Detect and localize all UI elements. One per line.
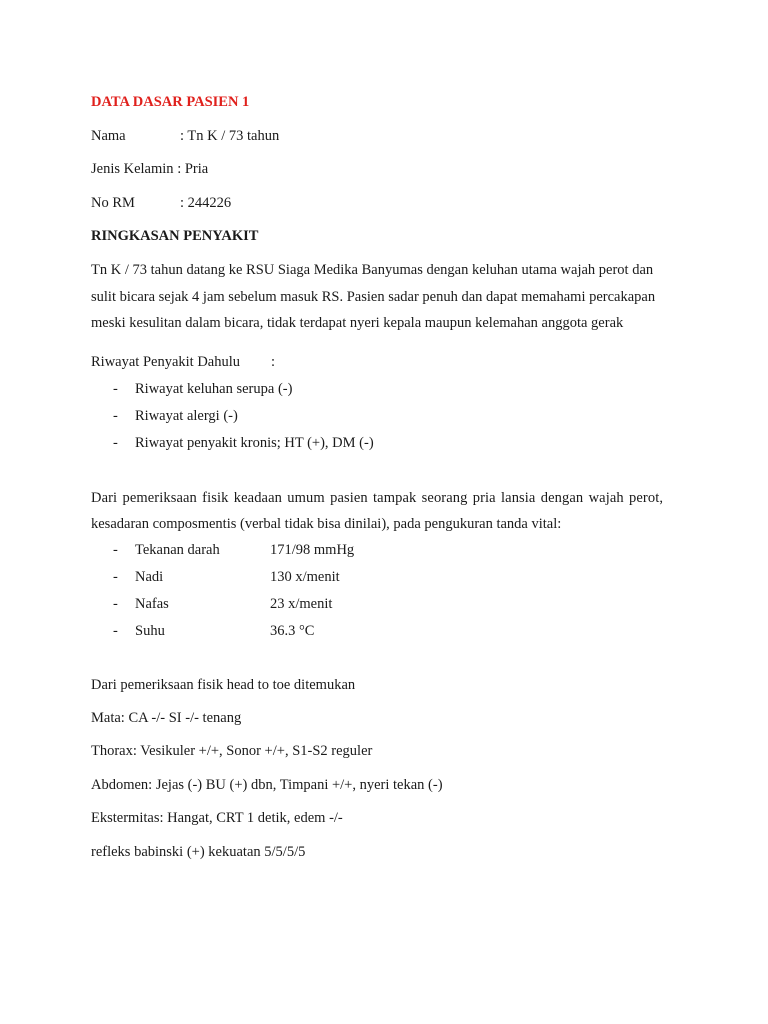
vital-row [113,568,340,586]
history-item-text: Riwayat alergi (-) [135,408,238,424]
vital-value: 36.3 °C [270,623,315,639]
summary-line-1: Tn K / 73 tahun datang ke RSU Siaga Medika Banyumas dengan keluhan utama wajah perot dan [91,262,654,278]
vital-value: 23 x/menit [270,596,333,612]
finding-thorax: Thorax: Vesikuler +/+, Sonor +/+, S1-S2 reguler [91,743,373,759]
bullet-dash: - [113,569,118,585]
history-item-text: Riwayat penyakit kronis; HT (+), DM (-) [135,435,374,451]
patient-gender-value: : Pria [177,161,209,177]
bullet-dash: - [113,542,118,558]
patient-name-value: : Tn K / 73 tahun [180,128,280,144]
summary-line-3: meski kesulitan dalam bicara, tidak terdapat nyeri kepala maupun kelemahan anggota gerak [91,315,624,331]
bullet-dash: - [113,408,118,424]
history-label-row [91,353,275,371]
finding-extremities: Ekstermitas: Hangat, CRT 1 detik, edem -/- [91,810,343,826]
finding-eyes: Mata: CA -/- SI -/- tenang [91,710,242,726]
summary-line-2: sulit bicara sejak 4 jam sebelum masuk RS. Pasien sadar penuh dan dapat memahami percakapan [91,289,656,305]
bullet-dash: - [113,435,118,451]
vital-value: 171/98 mmHg [270,542,355,558]
patient-name-label: Nama [91,128,126,144]
vital-name: Nadi [135,569,164,585]
history-item [113,434,374,452]
document-page [91,0,691,1024]
history-item [113,407,238,425]
vital-value: 130 x/menit [270,569,340,585]
summary-heading: RINGKASAN PENYAKIT [91,228,259,244]
finding-reflex: refleks babinski (+) kekuatan 5/5/5/5 [91,844,306,860]
vital-row [113,622,314,640]
patient-rm-value: : 244226 [180,195,232,211]
vital-name: Tekanan darah [135,542,220,558]
bullet-dash: - [113,596,118,612]
vital-name: Suhu [135,623,165,639]
history-item [113,380,292,398]
bullet-dash: - [113,381,118,397]
exam-line-2: kesadaran composmentis (verbal tidak bisa dinilai), pada pengukuran tanda vital: [91,516,562,532]
exam-line-1: Dari pemeriksaan fisik keadaan umum pasien tampak seorang pria lansia dengan wajah perot, [91,490,664,506]
patient-name-row [91,127,279,145]
patient-gender-row [91,160,208,178]
head-to-toe-intro: Dari pemeriksaan fisik head to toe ditemukan [91,677,356,693]
vital-row [113,595,332,613]
history-label: Riwayat Penyakit Dahulu [91,354,241,370]
vital-row [113,541,354,559]
vital-name: Nafas [135,596,169,612]
patient-gender-label: Jenis Kelamin [91,161,174,177]
patient-rm-row [91,194,231,212]
document-title: DATA DASAR PASIEN 1 [91,94,250,110]
history-item-text: Riwayat keluhan serupa (-) [135,381,293,397]
bullet-dash: - [113,623,118,639]
patient-rm-label: No RM [91,195,135,211]
finding-abdomen: Abdomen: Jejas (-) BU (+) dbn, Timpani +/+, nyeri tekan (-) [91,777,443,793]
history-colon: : [271,354,276,370]
